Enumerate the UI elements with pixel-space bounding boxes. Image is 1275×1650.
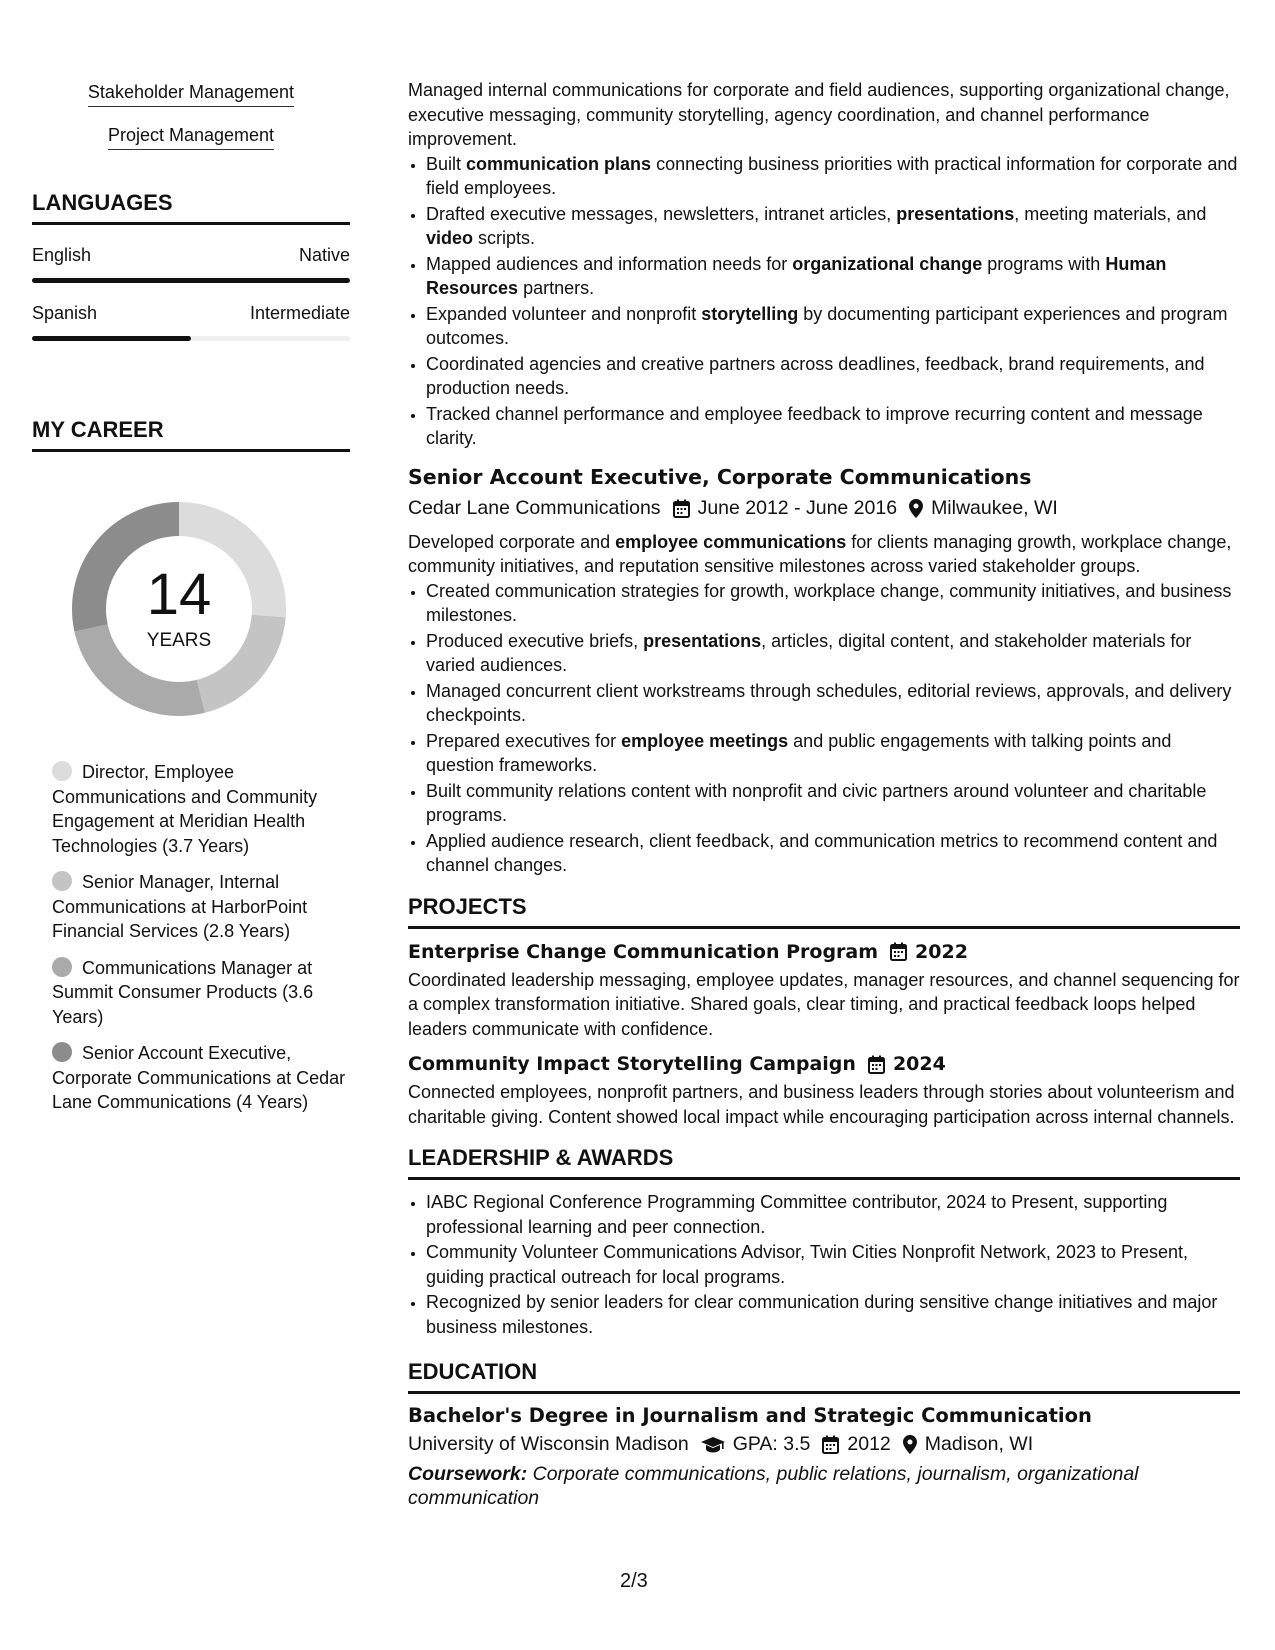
- school-name: University of Wisconsin Madison: [408, 1433, 689, 1455]
- bullet-item: • Drafted executive messages, newsletters, intranet articles, presentations, meeting materials, and video scripts.: [426, 202, 1240, 251]
- language-bar: [32, 336, 350, 341]
- bullet-item: • Applied audience research, client feedback, and communication metrics to recommend content and channel changes.: [426, 829, 1240, 878]
- career-total-value: 14: [146, 562, 212, 627]
- intro-bullet-list: [408, 152, 1240, 451]
- coursework-label: Coursework:: [408, 1463, 528, 1485]
- project-year: 2022: [915, 940, 968, 963]
- coursework-text: Corporate communications, public relations, journalism, organizational communication: [408, 1463, 1139, 1509]
- projects-heading: PROJECTS: [408, 894, 1240, 929]
- leadership-item: • Recognized by senior leaders for clear communication during sensitive change initiatives and major business milestones.: [426, 1290, 1240, 1339]
- job-location: Milwaukee, WI: [931, 496, 1058, 519]
- leadership-list: [408, 1190, 1240, 1339]
- career-legend-item: Senior Manager, Internal Communications at HarborPoint Financial Services (2.8 Years): [52, 872, 308, 941]
- career-legend-item: Communications Manager at Summit Consumer Products (3.6 Years): [52, 957, 314, 1027]
- career-heading: MY CAREER: [32, 417, 350, 452]
- calendar-icon: [868, 1055, 885, 1074]
- career-legend: [32, 760, 350, 1115]
- bullet-item: • Created communication strategies for growth, workplace change, community initiatives, and business milestones.: [426, 579, 1240, 628]
- language-item: [32, 245, 350, 283]
- project-name: Community Impact Storytelling Campaign: [408, 1053, 856, 1075]
- coursework: [408, 1462, 1240, 1510]
- job-company: Cedar Lane Communications: [408, 496, 661, 519]
- bullet-item: • Built communication plans connecting business priorities with practical information for corporate and field employees.: [426, 152, 1240, 201]
- language-bar-fill: [32, 278, 350, 283]
- job-bullet-list: [408, 579, 1240, 878]
- career-legend-item: Senior Account Executive, Corporate Communications at Cedar Lane Communications (4 Years): [52, 1043, 346, 1112]
- project-description: Connected employees, nonprofit partners, and business leaders through stories about volunteerism and charitable giving. Content showed local impact while encouraging participation across internal channels.: [408, 1082, 1235, 1127]
- skill-item: Project Management: [108, 125, 274, 150]
- leadership-heading: LEADERSHIP & AWARDS: [408, 1145, 1240, 1180]
- gpa: GPA: 3.5: [732, 1433, 811, 1455]
- bullet-item: • Expanded volunteer and nonprofit storytelling by documenting participant experiences and program outcomes.: [426, 302, 1240, 351]
- leadership-item: • IABC Regional Conference Programming Committee contributor, 2024 to Present, supporting professional learning and peer connection.: [426, 1190, 1240, 1239]
- language-name: English: [32, 245, 92, 265]
- language-bar-fill: [32, 336, 191, 341]
- languages-heading: LANGUAGES: [32, 190, 350, 225]
- bullet-item: • Mapped audiences and information needs for organizational change programs with Human Resources partners.: [426, 252, 1240, 301]
- career-legend-dot: [52, 761, 72, 781]
- career-legend-dot: [52, 957, 72, 977]
- project-name: Enterprise Change Communication Program: [408, 940, 879, 963]
- career-total: [64, 494, 294, 724]
- language-name: Spanish: [32, 303, 98, 323]
- project-item: [408, 1053, 1240, 1129]
- job-title: Senior Account Executive, Corporate Communications: [408, 464, 1032, 489]
- career-donut-chart: [64, 494, 294, 724]
- language-item: [32, 303, 350, 341]
- page-number: 2/3: [620, 1570, 648, 1592]
- graduation-year: 2012: [847, 1433, 891, 1455]
- job-meta: [408, 497, 1240, 520]
- bullet-item: • Produced executive briefs, presentations, articles, digital content, and stakeholder materials for varied audiences.: [426, 629, 1240, 678]
- main-content: [408, 78, 1240, 1510]
- job-dates: June 2012 - June 2016: [697, 496, 898, 519]
- bullet-item: • Built community relations content with nonprofit and civic partners around volunteer and charitable programs.: [426, 779, 1240, 828]
- job-summary: Developed corporate and employee communications for clients managing growth, workplace change, community initiatives, and reputation sensitive milestones across varied stakeholder groups.: [408, 531, 1232, 576]
- leadership-item: • Community Volunteer Communications Advisor, Twin Cities Nonprofit Network, 2023 to Present, guiding practical outreach for local programs.: [426, 1240, 1240, 1289]
- project-year: 2024: [892, 1053, 946, 1075]
- map-pin-icon: [909, 499, 923, 518]
- skills-list: [32, 82, 350, 150]
- project-item: [408, 941, 1240, 1042]
- bullet-item: • Prepared executives for employee meetings and public engagements with talking points and question frameworks.: [426, 729, 1240, 778]
- calendar-icon: [822, 1435, 839, 1454]
- sidebar: [32, 82, 350, 1127]
- degree-title: Bachelor's Degree in Journalism and Strategic Communication: [408, 1404, 1092, 1427]
- language-level: Native: [298, 245, 350, 265]
- project-description: Coordinated leadership messaging, employee updates, manager resources, and channel sequencing for a complex transformation initiative. Shared goals, clear timing, and practical feedback loops helped leaders communicate with confidence.: [408, 969, 1240, 1039]
- education-meta: [408, 1433, 1240, 1456]
- skill-item: Stakeholder Management: [88, 82, 294, 107]
- language-level: Intermediate: [249, 303, 350, 323]
- bullet-item: • Tracked channel performance and employee feedback to improve recurring content and message clarity.: [426, 402, 1240, 451]
- bullet-item: • Managed concurrent client workstreams through schedules, editorial reviews, approvals, and delivery checkpoints.: [426, 679, 1240, 728]
- graduation-cap-icon: [701, 1436, 725, 1454]
- bullet-item: • Coordinated agencies and creative partners across deadlines, feedback, brand requirements, and production needs.: [426, 352, 1240, 401]
- career-legend-item: Director, Employee Communications and Community Engagement at Meridian Health Technologies (3.7 Years): [52, 762, 318, 856]
- calendar-icon: [673, 499, 690, 518]
- education-location: Madison, WI: [924, 1433, 1034, 1455]
- intro-summary: Managed internal communications for corporate and field audiences, supporting organizational change, executive messaging, community storytelling, agency coordination, and channel performance improvement.: [408, 80, 1230, 149]
- education-heading: EDUCATION: [408, 1359, 1240, 1394]
- map-pin-icon: [903, 1435, 917, 1454]
- career-legend-dot: [52, 871, 72, 891]
- calendar-icon: [890, 942, 907, 961]
- language-bar: [32, 278, 350, 283]
- career-total-unit: YEARS: [146, 630, 212, 651]
- career-legend-dot: [52, 1042, 72, 1062]
